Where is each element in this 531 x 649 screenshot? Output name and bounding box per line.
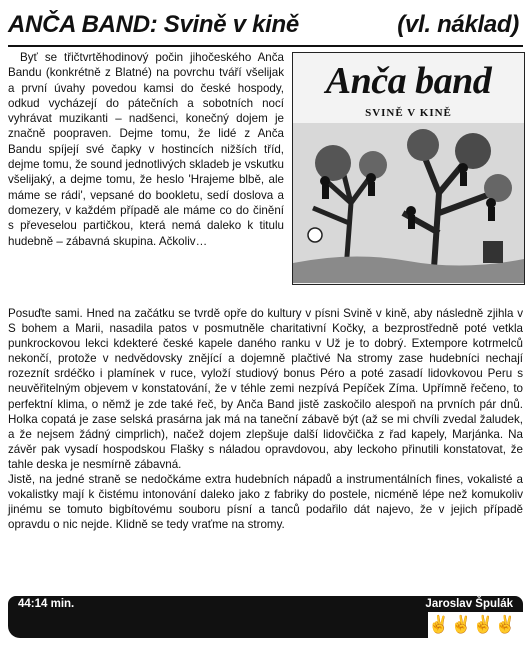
album-duration: 44:14 min. — [18, 598, 75, 610]
album-title: ANČA BAND: Svině v kině — [8, 11, 299, 38]
intro-paragraph: Byť se třičtvrtěhodinový počin jihočeského Anča Bandu (konkrétně z Blatné) na povrchu tváří všelijak a první úvahy povedou kamsi do české hospody, odkud vycházejí do pátečních a sobotních nocí vyhrávat muzikanti – nadšenci, konečný dojem je značně poopraven. Dejme tomu, že lidé z Anča Bandu spíjejí své čapky v hostincích nižších tříd, dejme tomu, že sound jednotlivých skladeb je vskutku všelijaký, a dejme tomu, že heslo 'Hrajeme blbě, ale máme se rádi', vepsané do bookletu, sedí doslova a domezery, v každém případě ale máme co do činění s převeselou partičkou, která nemá daleko k titulu hudebně – zábavná skupina. Ačkoliv… — [8, 51, 284, 248]
body-paragraph: Posuďte sami. Hned na začátku se tvrdě opře do kultury v písni Svině v kině, aby následně zjihla v S bohem a Marii, nasadila patos v posmutněle charitativní Kočky, a bezprostředně poté vetkla punkrockovou lekci kdekteré české kapele daného ranku v Už je to dobrý. Extempore kotrmelců nekončí, protože v nedvědovsky znějící a dojemně plačtivé Na stromy zase hudebníci nechají rozeznít srdéčko i plamínek v ruce, vyloží studiový bonus Péro a poté zasadí lidovkovou Peru s neuvěřitelným objevem v konstatování, že v téhle zemi nezpívá Pepíček Zíma. Upřímně řečeno, to perfektní klima, o němž je zde také řeč, by Anča Band jistě zaskočilo alespoň na prvních pár dnů. Holka copatá je zase selská prasárna jak má na taneční zábavě být (až se mi chvíli zvedal žaludek, a že nejsem žádný cimprlich), načež dojem zlepšuje další lidovčička z řad kapely, Marjánka. Na závěr pak vysadí hospodskou Flašky s náladou opravdovou, aby leckoho přinutili konstatovat, že tahle deska je nesmírně zábavná. — [8, 307, 523, 471]
review-footer — [8, 596, 523, 612]
review-headline — [8, 8, 523, 42]
label-name: (vl. náklad) — [397, 11, 519, 38]
body-paragraph: Jistě, na jedné straně se nedočkáme extra hudebních nápadů a instrumentálních fines, vokalisté a vokalistky mají k čistému intonování daleko jako z fabriky do postele, nicméně lépe než komukoliv jinému se tomuto bigbítovému souboru písní a tanců podařilo dát najevo, že v jejich případě opravdu o nic nejde. Klidně se tedy vraťme na stromy. — [8, 473, 523, 532]
peace-hand-icon: ✌ — [494, 615, 517, 634]
cover-subtitle: SVINĚ V KINĚ — [365, 107, 452, 119]
review-author: Jaroslav Špulák — [425, 598, 513, 610]
footer-black-band — [8, 612, 428, 638]
peace-hand-icon: ✌ — [450, 615, 473, 634]
footer-tail — [8, 612, 523, 638]
headline-rule — [8, 45, 523, 47]
rating — [428, 615, 517, 635]
peace-hand-icon: ✌ — [428, 615, 451, 634]
review-body — [8, 306, 523, 532]
album-cover — [292, 52, 525, 285]
cover-title: Anča band — [325, 60, 492, 102]
peace-hand-icon: ✌ — [472, 615, 495, 634]
cover-artwork — [293, 123, 524, 283]
review-intro-column — [8, 50, 284, 249]
